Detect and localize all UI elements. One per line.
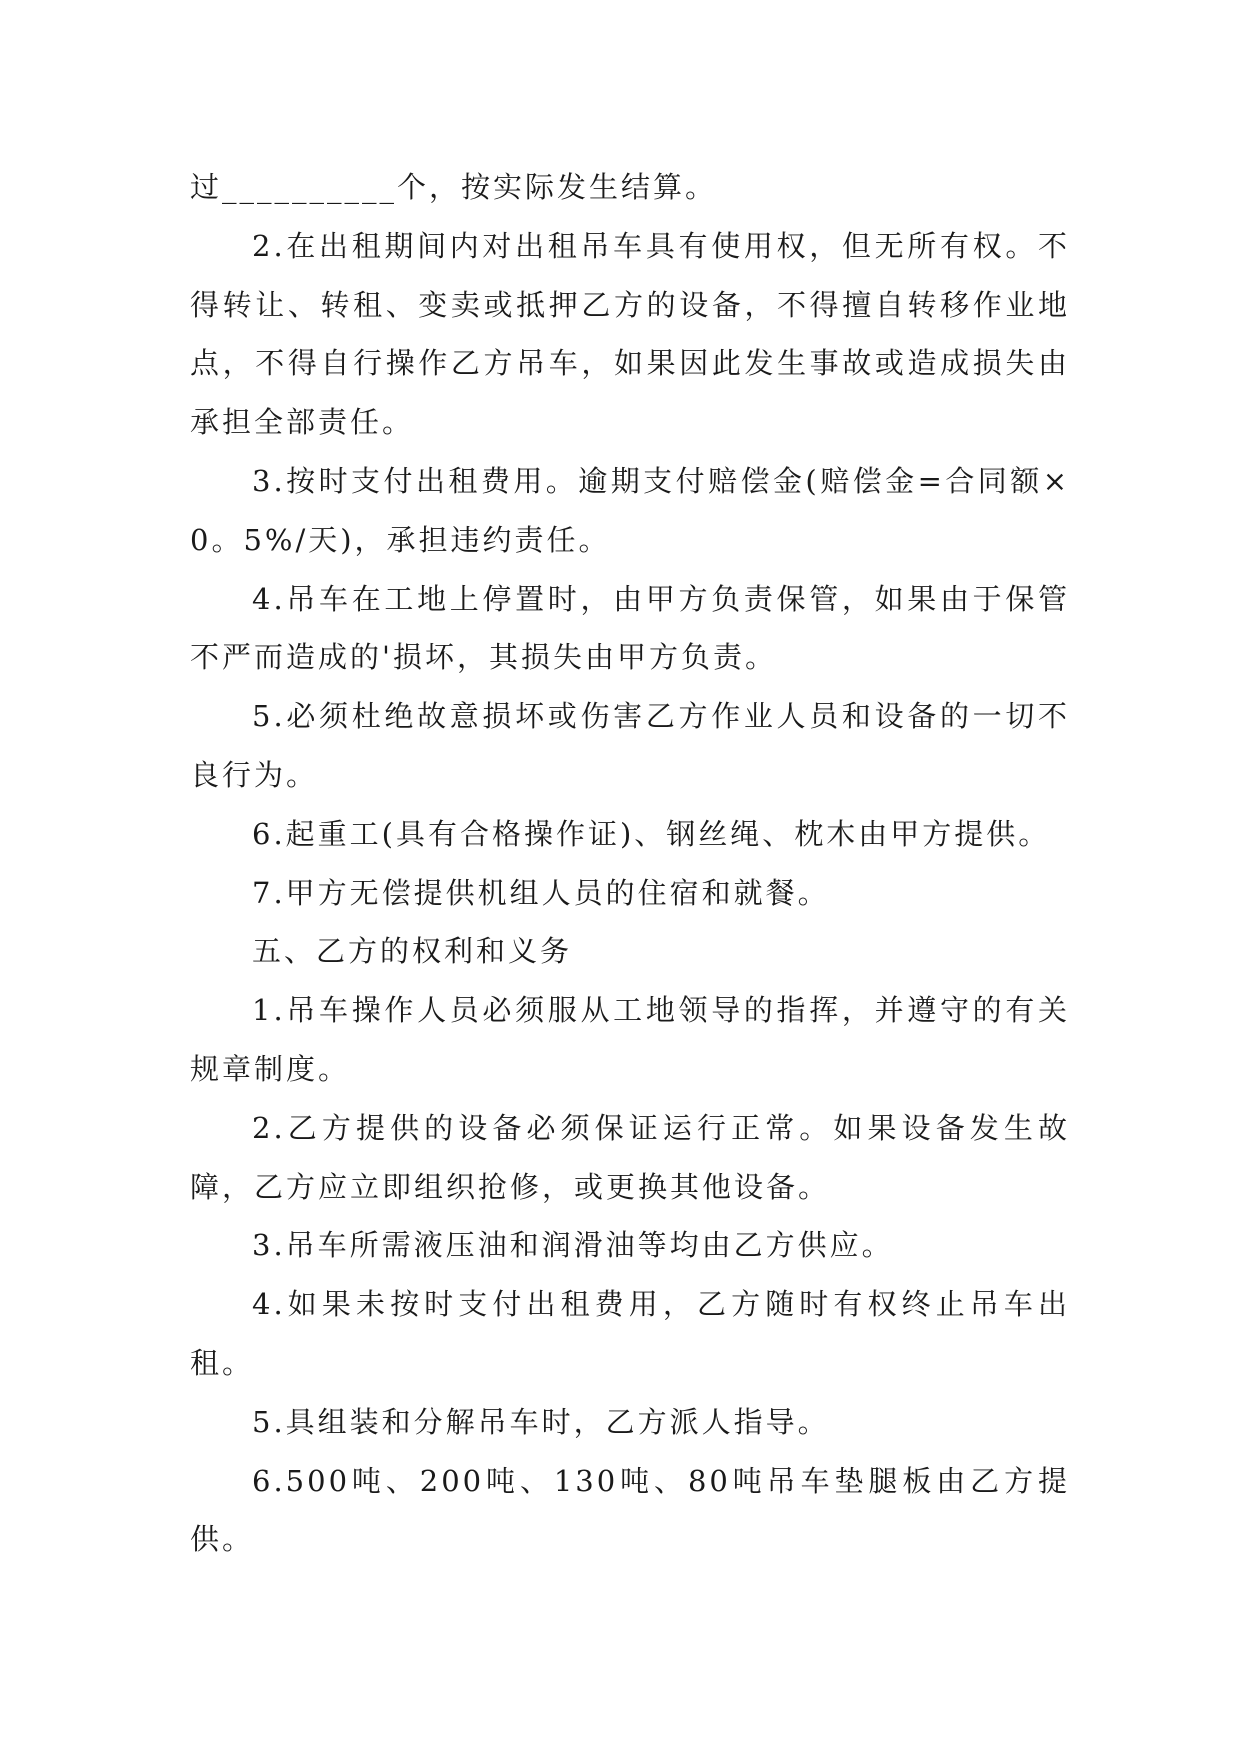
- paragraph-party-b-item-6: 6.500吨、200吨、130吨、80吨吊车垫腿板由乙方提供。: [190, 1463, 1070, 1557]
- paragraph-party-a-item-7: 7.甲方无偿提供机组人员的住宿和就餐。: [252, 875, 830, 910]
- paragraph-party-a-item-6: 6.起重工(具有合格操作证)、钢丝绳、枕木由甲方提供。: [252, 816, 1051, 851]
- paragraph-party-a-item-2: 2.在出租期间内对出租吊车具有使用权，但无所有权。不得转让、转租、变卖或抵押乙方的设备，不得擅自转移作业地点，不得自行操作乙方吊车，如果因此发生事故或造成损失由承担全部责任。: [190, 228, 1070, 440]
- paragraph-party-b-item-3: 3.吊车所需液压油和润滑油等均由乙方供应。: [252, 1228, 894, 1263]
- paragraph-party-b-item-1: 1.吊车操作人员必须服从工地领导的指挥，并遵守的有关规章制度。: [190, 993, 1070, 1086]
- paragraph-party-a-item-4: 4.吊车在工地上停置时，由甲方负责保管，如果由于保管不严而造成的'损坏，其损失由甲方负责。: [190, 581, 1070, 675]
- paragraph-settlement: 过__________个，按实际发生结算。: [190, 170, 718, 204]
- paragraph-party-b-item-2: 2.乙方提供的设备必须保证运行正常。如果设备发生故障，乙方应立即组织抢修，或更换其他设备。: [190, 1110, 1070, 1204]
- document-body: [190, 158, 1070, 1569]
- paragraph-party-b-item-5: 5.具组装和分解吊车时，乙方派人指导。: [252, 1404, 830, 1439]
- paragraph-party-a-item-5: 5.必须杜绝故意损坏或伤害乙方作业人员和设备的一切不良行为。: [190, 699, 1070, 792]
- paragraph-party-b-item-4: 4.如果未按时支付出租费用，乙方随时有权终止吊车出租。: [190, 1287, 1070, 1380]
- section-heading-party-b: 五、乙方的权利和义务: [252, 934, 573, 969]
- paragraph-party-a-item-3: 3.按时支付出租费用。逾期支付赔偿金(赔偿金=合同额×0。5%/天)，承担违约责任。: [190, 463, 1070, 557]
